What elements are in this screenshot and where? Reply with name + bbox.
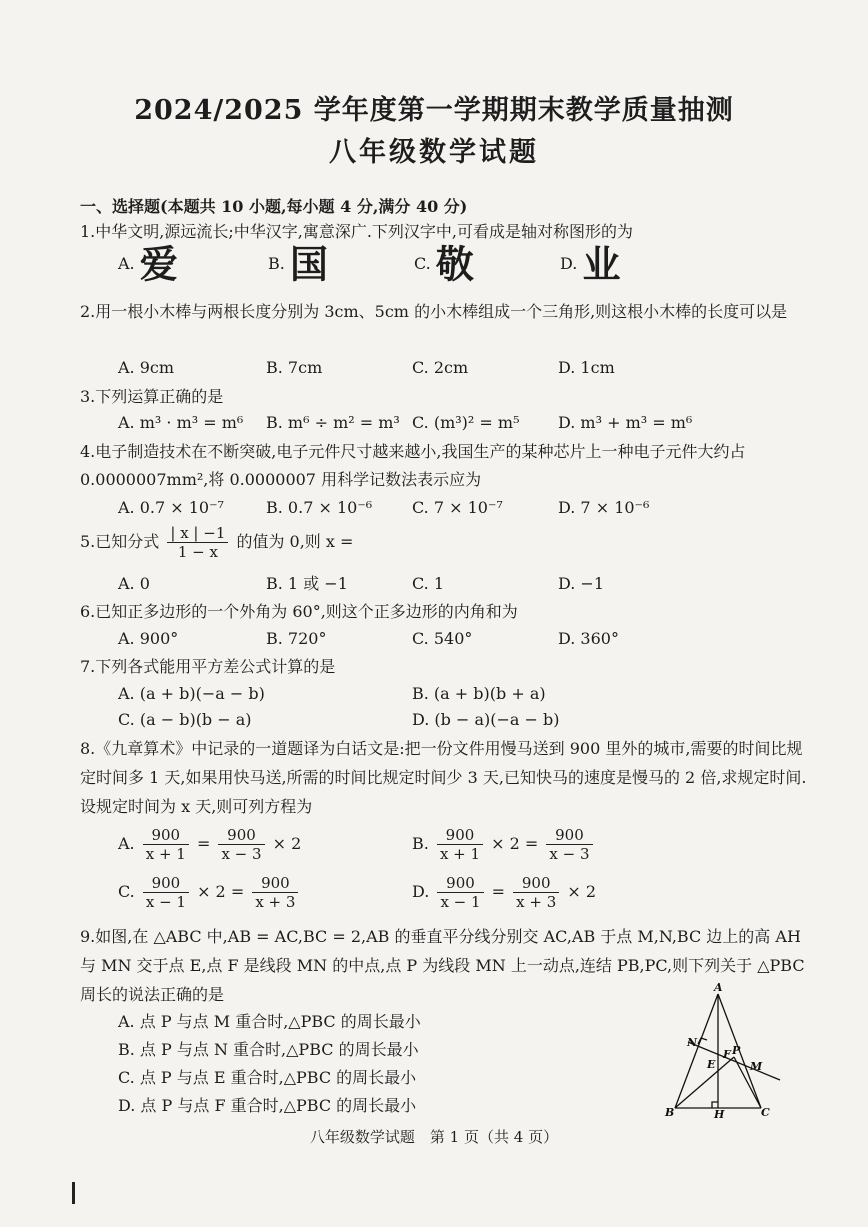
q8-option-b[interactable]: B. $\frac{900}{x + 1}$ × 2 = $\frac{900}{x - 3}$ xyxy=(412,822,596,866)
q2-option-c[interactable]: C. 2cm xyxy=(412,358,469,377)
q1-option-b[interactable]: B. 国 xyxy=(268,242,328,287)
q5-option-b[interactable]: B. 1 或 −1 xyxy=(266,574,348,593)
label-b: B xyxy=(665,1106,675,1119)
q7-option-b[interactable]: B. (a + b)(b + a) xyxy=(412,684,546,703)
q2-option-d[interactable]: D. 1cm xyxy=(558,358,615,377)
q6-option-c[interactable]: C. 540° xyxy=(412,629,473,648)
q9-option-d[interactable]: D. 点 P 与点 F 重合时,△PBC 的周长最小 xyxy=(118,1096,417,1115)
q5-fraction: $\frac{| x | -1}{1 - x}$ xyxy=(167,524,228,561)
label-p: P xyxy=(732,1044,741,1057)
exam-subtitle: 八年级数学试题 xyxy=(329,137,539,168)
section-heading: 一、选择题(本题共 10 小题,每小题 4 分,满分 40 分) xyxy=(80,197,468,216)
q7-option-d[interactable]: D. (b − a)(−a − b) xyxy=(412,710,560,729)
q9-option-b[interactable]: B. 点 P 与点 N 重合时,△PBC 的周长最小 xyxy=(118,1040,419,1059)
q8-option-d[interactable]: D. $\frac{900}{x - 1}$ = $\frac{900}{x + 3}$ × 2 xyxy=(412,874,597,911)
q5-option-d[interactable]: D. −1 xyxy=(558,574,605,593)
question-3-stem: 3.下列运算正确的是 xyxy=(80,387,224,406)
q6-option-b[interactable]: B. 720° xyxy=(266,629,327,648)
hanzi-jing: 敬 xyxy=(435,242,474,287)
q6-option-d[interactable]: D. 360° xyxy=(558,629,619,648)
label-f: F xyxy=(723,1048,731,1061)
question-9-stem: 9.如图,在 △ABC 中,AB = AC,BC = 2,AB 的垂直平分线分别交 AC,AB 于点 M,N,BC 边上的高 AH 与 MN 交于点 E,点 F 是线段 MN 的中点,点 P 为线段 MN 上一动点,连结 PB,PC,则下列关于 △PBC 周长的说法正确的是 xyxy=(80,927,805,1004)
hanzi-ye: 业 xyxy=(582,242,621,287)
q3-option-a[interactable]: A. m³ · m³ = m⁶ xyxy=(118,413,244,432)
q1-option-c[interactable]: C. 敬 xyxy=(414,242,474,287)
q1-option-d[interactable]: D. 业 xyxy=(560,242,621,287)
question-4-stem: 4.电子制造技术在不断突破,电子元件尺寸越来越小,我国生产的某种芯片上一种电子元件大约占 0.0000007mm²,将 0.0000007 用科学记数法表示应为 xyxy=(80,442,746,489)
q8-option-c[interactable]: C. $\frac{900}{x - 1}$ × 2 = $\frac{900}{x + 3}$ xyxy=(118,870,301,914)
q9-option-c[interactable]: C. 点 P 与点 E 重合时,△PBC 的周长最小 xyxy=(118,1068,417,1087)
label-a: A xyxy=(714,981,723,994)
q9-option-a[interactable]: A. 点 P 与点 M 重合时,△PBC 的周长最小 xyxy=(118,1012,421,1031)
q4-option-a[interactable]: A. 0.7 × 10⁻⁷ xyxy=(118,498,224,517)
q8-option-a[interactable]: A. $\frac{900}{x + 1}$ = $\frac{900}{x - 3}$ × 2 xyxy=(118,826,302,863)
scan-edge-mark xyxy=(72,1182,75,1204)
exam-title: 2024/2025 学年度第一学期期末教学质量抽测 xyxy=(134,95,734,126)
page-footer: 八年级数学试题 第 1 页（共 4 页） xyxy=(309,1128,559,1146)
question-6-stem: 6.已知正多边形的一个外角为 60°,则这个正多边形的内角和为 xyxy=(80,602,518,621)
q1-option-a[interactable]: A. 爱 xyxy=(118,242,178,287)
label-n: N xyxy=(687,1036,698,1049)
q2-option-a[interactable]: A. 9cm xyxy=(118,358,175,377)
hanzi-ai: 爱 xyxy=(139,242,178,287)
q7-option-a[interactable]: A. (a + b)(−a − b) xyxy=(118,684,265,703)
q3-option-d[interactable]: D. m³ + m³ = m⁶ xyxy=(558,413,693,432)
question-1-stem: 1.中华文明,源远流长;中华汉字,寓意深广.下列汉字中,可看成是轴对称图形的为 xyxy=(80,222,634,241)
side-ab xyxy=(675,994,718,1108)
q4-option-c[interactable]: C. 7 × 10⁻⁷ xyxy=(412,498,503,517)
q5-option-c[interactable]: C. 1 xyxy=(412,574,445,593)
label-h: H xyxy=(714,1108,725,1120)
label-m: M xyxy=(750,1060,763,1073)
question-7-stem: 7.下列各式能用平方差公式计算的是 xyxy=(80,657,336,676)
label-e: E xyxy=(707,1058,716,1071)
question-2-stem: 2.用一根小木棒与两根长度分别为 3cm、5cm 的小木棒组成一个三角形,则这根小木棒的长度可以是 xyxy=(80,302,788,321)
hanzi-guo: 国 xyxy=(289,242,328,287)
q3-option-b[interactable]: B. m⁶ ÷ m² = m³ xyxy=(266,413,400,432)
q2-option-b[interactable]: B. 7cm xyxy=(266,358,323,377)
q5-option-a[interactable]: A. 0 xyxy=(118,574,150,593)
q4-option-d[interactable]: D. 7 × 10⁻⁶ xyxy=(558,498,650,517)
q3-option-c[interactable]: C. (m³)² = m⁵ xyxy=(412,413,520,432)
q7-option-c[interactable]: C. (a − b)(b − a) xyxy=(118,710,252,729)
triangle-abc-figure xyxy=(660,980,790,1120)
q4-option-b[interactable]: B. 0.7 × 10⁻⁶ xyxy=(266,498,373,517)
q6-option-a[interactable]: A. 900° xyxy=(118,629,179,648)
label-c: C xyxy=(761,1106,770,1119)
segment-pb xyxy=(675,1057,734,1108)
question-8-stem: 8.《九章算术》中记录的一道题译为白话文是:把一份文件用慢马送到 900 里外的城市,需要的时间比规定时间多 1 天,如果用快马送,所需的时间比规定时间少 3 天,已知快马的速度是慢马的 2 倍,求规定时间.设规定时间为 x 天,则可列方程为 xyxy=(80,739,807,816)
question-5-stem: 5.已知分式 $\frac{| x | -1}{1 - x}$ 的值为 0,则 x = xyxy=(80,524,354,561)
